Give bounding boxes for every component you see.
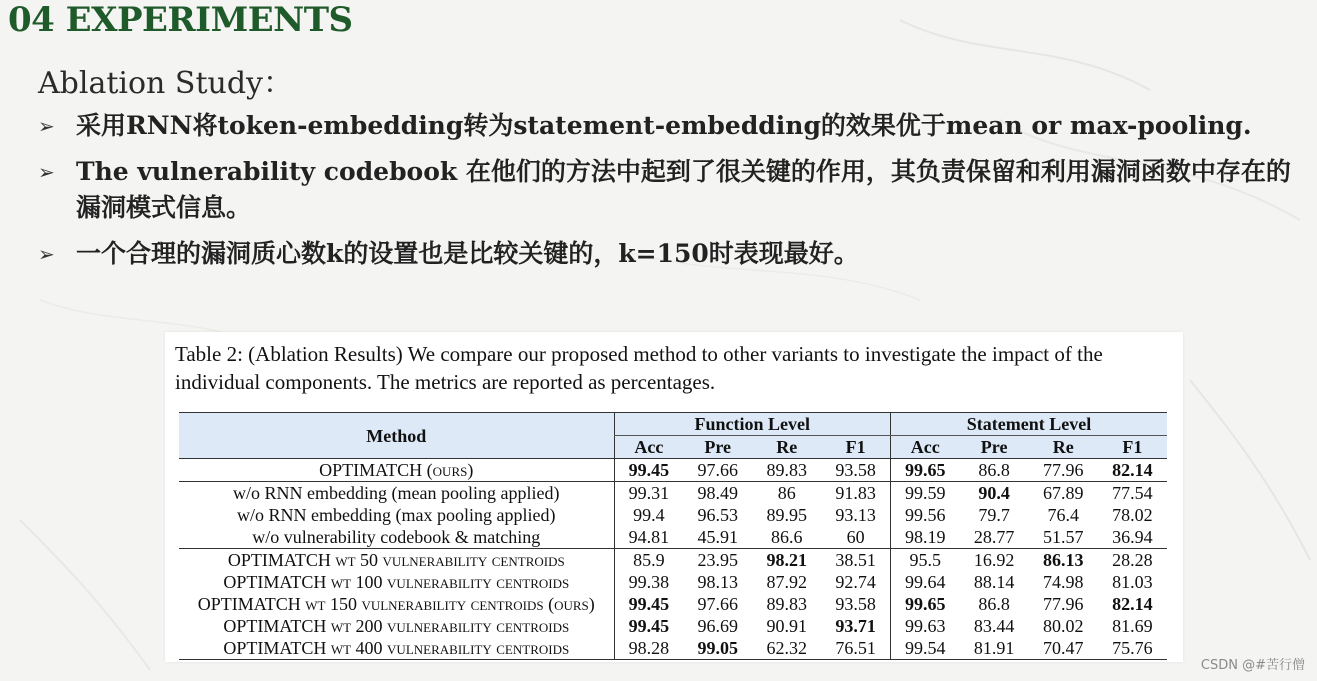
method-cell: OPTIMATCH (ours) <box>319 460 474 480</box>
value-cell: 96.53 <box>697 505 738 525</box>
table-row <box>179 593 1167 615</box>
value-cell: 99.45 <box>614 593 683 615</box>
header-metric: Re <box>752 436 821 459</box>
value-cell: 82.14 <box>1112 594 1153 614</box>
bullet-text: 采用RNN将token-embedding转为statement-embedding的效果优于mean or max-pooling. <box>76 111 1252 140</box>
header-metric: Re <box>1029 436 1098 459</box>
table-row <box>179 504 1167 526</box>
value-cell: 36.94 <box>1112 527 1153 547</box>
header-metric: F1 <box>821 436 890 459</box>
value-cell: 77.96 <box>1042 460 1084 480</box>
bullet-text: The vulnerability codebook 在他们的方法中起到了很关键的作用，其负责保留和利用漏洞函数中存在的漏洞模式信息。 <box>76 157 1291 222</box>
value-cell: 86.8 <box>978 594 1010 614</box>
value-cell: 97.66 <box>697 460 738 480</box>
table-row <box>179 571 1167 593</box>
value-cell: 90.4 <box>960 482 1029 505</box>
value-cell: 83.44 <box>973 616 1015 636</box>
value-cell: 99.45 <box>614 615 683 637</box>
value-cell: 93.13 <box>835 505 876 525</box>
method-cell: OPTIMATCH wt 100 vulnerability centroids <box>223 572 570 592</box>
value-cell: 99.56 <box>890 504 959 526</box>
value-cell: 62.32 <box>752 637 821 660</box>
header-statement-level: Statement Level <box>890 413 1167 436</box>
header-function-level: Function Level <box>614 413 890 436</box>
value-cell: 28.77 <box>973 527 1015 547</box>
value-cell: 86.8 <box>978 460 1010 480</box>
value-cell: 80.02 <box>1042 616 1084 636</box>
arrow-bullet-icon: ➢ <box>38 160 55 184</box>
value-cell: 76.4 <box>1047 505 1079 525</box>
table-row <box>179 637 1167 660</box>
value-cell: 93.58 <box>835 594 876 614</box>
method-cell: OPTIMATCH wt 400 vulnerability centroids <box>179 637 614 660</box>
header-metric: Acc <box>890 436 959 459</box>
table-row <box>179 459 1167 482</box>
value-cell: 97.66 <box>697 594 738 614</box>
value-cell: 98.28 <box>614 637 683 660</box>
value-cell: 98.13 <box>697 572 738 592</box>
value-cell: 89.83 <box>766 594 808 614</box>
value-cell: 81.03 <box>1112 572 1153 592</box>
value-cell: 99.63 <box>890 615 959 637</box>
value-cell: 86 <box>752 482 821 505</box>
slide-subtitle: Ablation Study： <box>38 66 293 101</box>
value-cell: 89.95 <box>766 505 808 525</box>
value-cell: 99.64 <box>890 571 959 593</box>
arrow-bullet-icon: ➢ <box>38 114 55 138</box>
method-cell: w/o RNN embedding (mean pooling applied) <box>179 482 614 505</box>
value-cell: 88.14 <box>973 572 1015 592</box>
value-cell: 78.02 <box>1112 505 1153 525</box>
value-cell: 91.83 <box>821 482 890 505</box>
value-cell: 70.47 <box>1029 637 1098 660</box>
table-row <box>179 549 1167 572</box>
table-row <box>179 482 1167 505</box>
value-cell: 99.59 <box>890 482 959 505</box>
ablation-table <box>179 412 1167 660</box>
value-cell: 86.13 <box>1029 549 1098 572</box>
value-cell: 28.28 <box>1098 549 1167 572</box>
value-cell: 90.91 <box>766 616 808 636</box>
value-cell: 85.9 <box>614 549 683 572</box>
value-cell: 93.58 <box>835 460 876 480</box>
value-cell: 99.31 <box>614 482 683 505</box>
value-cell: 16.92 <box>960 549 1029 572</box>
value-cell: 45.91 <box>697 527 738 547</box>
value-cell: 77.54 <box>1098 482 1167 505</box>
header-metric: Acc <box>614 436 683 459</box>
value-cell: 60 <box>846 527 865 547</box>
value-cell: 92.74 <box>835 572 876 592</box>
value-cell: 74.98 <box>1042 572 1084 592</box>
method-cell: OPTIMATCH wt 50 vulnerability centroids <box>179 549 614 572</box>
method-cell: OPTIMATCH wt 200 vulnerability centroids <box>223 616 570 636</box>
value-cell: 99.54 <box>890 637 959 660</box>
bullet-list <box>38 108 1310 282</box>
table-row <box>179 615 1167 637</box>
value-cell: 79.7 <box>978 505 1010 525</box>
value-cell: 89.83 <box>766 460 808 480</box>
slide-title: 04 EXPERIMENTS <box>8 0 353 40</box>
header-metric: F1 <box>1098 436 1167 459</box>
value-cell: 99.45 <box>614 459 683 482</box>
table-caption: Table 2: (Ablation Results) We compare our proposed method to other variants to investigate the impact of the individual components. The metrics are reported as percentages. <box>175 342 1103 394</box>
method-cell: w/o vulnerability codebook & matching <box>252 527 541 547</box>
value-cell: 23.95 <box>683 549 752 572</box>
bullet-text: 一个合理的漏洞质心数k的设置也是比较关键的，k=150时表现最好。 <box>76 239 859 268</box>
bullet-item <box>38 154 1310 226</box>
header-metric: Pre <box>683 436 752 459</box>
value-cell: 67.89 <box>1029 482 1098 505</box>
header-metric: Pre <box>960 436 1029 459</box>
value-cell: 99.4 <box>614 504 683 526</box>
value-cell: 51.57 <box>1042 527 1084 547</box>
method-cell: OPTIMATCH wt 150 vulnerability centroids (ours) <box>197 594 595 614</box>
table-figure <box>165 332 1183 662</box>
value-cell: 94.81 <box>614 526 683 549</box>
value-cell: 76.51 <box>821 637 890 660</box>
table-row <box>179 526 1167 549</box>
value-cell: 96.69 <box>697 616 738 636</box>
bullet-item <box>38 236 1310 272</box>
value-cell: 82.14 <box>1112 460 1153 480</box>
watermark: CSDN @#苦行僧 <box>1200 658 1305 673</box>
value-cell: 86.6 <box>771 527 803 547</box>
value-cell: 81.69 <box>1112 616 1153 636</box>
value-cell: 75.76 <box>1098 637 1167 660</box>
value-cell: 99.65 <box>890 459 959 482</box>
arrow-bullet-icon: ➢ <box>38 242 55 266</box>
value-cell: 98.19 <box>890 526 959 549</box>
value-cell: 98.49 <box>683 482 752 505</box>
value-cell: 98.21 <box>752 549 821 572</box>
value-cell: 87.92 <box>766 572 808 592</box>
value-cell: 93.71 <box>835 616 876 636</box>
value-cell: 95.5 <box>890 549 959 572</box>
value-cell: 77.96 <box>1042 594 1084 614</box>
header-method: Method <box>179 413 614 459</box>
value-cell: 99.65 <box>890 593 959 615</box>
value-cell: 99.05 <box>683 637 752 660</box>
value-cell: 38.51 <box>821 549 890 572</box>
bullet-item <box>38 108 1310 144</box>
value-cell: 81.91 <box>960 637 1029 660</box>
method-cell: w/o RNN embedding (max pooling applied) <box>237 505 556 525</box>
value-cell: 99.38 <box>614 571 683 593</box>
